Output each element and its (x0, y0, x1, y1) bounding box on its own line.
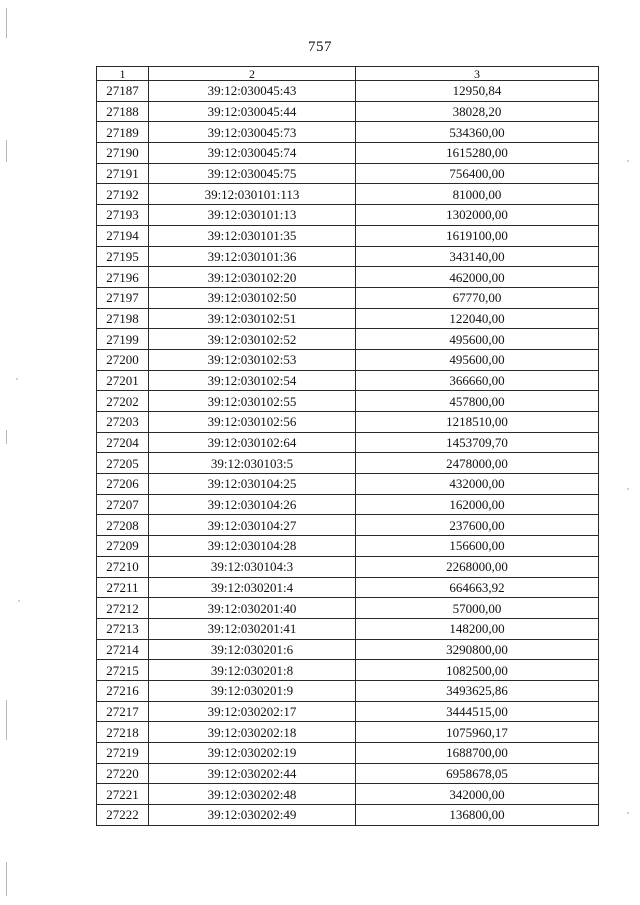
table-row (97, 143, 599, 164)
column-header-2: 2 (149, 67, 356, 81)
row-number-cell: 27197 (97, 287, 149, 308)
row-number-cell: 27203 (97, 412, 149, 433)
cadastral-number-cell: 39:12:030045:73 (149, 122, 356, 143)
value-cell: 1218510,00 (356, 412, 599, 433)
cadastral-number-cell: 39:12:030104:28 (149, 536, 356, 557)
table-row (97, 743, 599, 764)
table-row (97, 639, 599, 660)
value-cell: 1302000,00 (356, 205, 599, 226)
value-cell: 756400,00 (356, 163, 599, 184)
scan-speck (627, 488, 629, 490)
cadastral-number-cell: 39:12:030202:19 (149, 743, 356, 764)
cadastral-number-cell: 39:12:030045:44 (149, 101, 356, 122)
row-number-cell: 27198 (97, 308, 149, 329)
table-row (97, 101, 599, 122)
table-row (97, 784, 599, 805)
cadastral-number-cell: 39:12:030202:49 (149, 805, 356, 826)
cadastral-number-cell: 39:12:030202:18 (149, 722, 356, 743)
value-cell: 156600,00 (356, 536, 599, 557)
value-cell: 366660,00 (356, 370, 599, 391)
cadastral-number-cell: 39:12:030104:3 (149, 556, 356, 577)
row-number-cell: 27220 (97, 763, 149, 784)
table-row (97, 349, 599, 370)
value-cell: 148200,00 (356, 618, 599, 639)
value-cell: 1075960,17 (356, 722, 599, 743)
scan-margin-line (6, 862, 7, 896)
value-cell: 12950,84 (356, 81, 599, 102)
cadastral-number-cell: 39:12:030102:54 (149, 370, 356, 391)
page-number: 757 (308, 39, 332, 55)
row-number-cell: 27207 (97, 494, 149, 515)
row-number-cell: 27193 (97, 205, 149, 226)
table-row (97, 556, 599, 577)
value-cell: 3290800,00 (356, 639, 599, 660)
scan-speck (627, 160, 629, 162)
row-number-cell: 27188 (97, 101, 149, 122)
table-row (97, 391, 599, 412)
cadastral-number-cell: 39:12:030102:64 (149, 432, 356, 453)
row-number-cell: 27210 (97, 556, 149, 577)
table-row (97, 494, 599, 515)
table-row (97, 329, 599, 350)
cadastral-number-cell: 39:12:030101:113 (149, 184, 356, 205)
scan-margin-line (6, 8, 7, 38)
scan-margin-line (6, 140, 7, 162)
row-number-cell: 27215 (97, 660, 149, 681)
value-cell: 495600,00 (356, 329, 599, 350)
cadastral-number-cell: 39:12:030045:43 (149, 81, 356, 102)
value-cell: 122040,00 (356, 308, 599, 329)
cadastral-number-cell: 39:12:030045:75 (149, 163, 356, 184)
data-table (96, 66, 599, 826)
row-number-cell: 27214 (97, 639, 149, 660)
row-number-cell: 27196 (97, 267, 149, 288)
value-cell: 162000,00 (356, 494, 599, 515)
value-cell: 342000,00 (356, 784, 599, 805)
table-row (97, 805, 599, 826)
table-row (97, 660, 599, 681)
row-number-cell: 27191 (97, 163, 149, 184)
cadastral-number-cell: 39:12:030101:36 (149, 246, 356, 267)
table-row (97, 267, 599, 288)
table-row (97, 81, 599, 102)
value-cell: 57000,00 (356, 598, 599, 619)
row-number-cell: 27216 (97, 680, 149, 701)
row-number-cell: 27201 (97, 370, 149, 391)
value-cell: 343140,00 (356, 246, 599, 267)
column-header-3: 3 (356, 67, 599, 81)
cadastral-number-cell: 39:12:030202:48 (149, 784, 356, 805)
table-row (97, 184, 599, 205)
row-number-cell: 27213 (97, 618, 149, 639)
cadastral-number-cell: 39:12:030101:35 (149, 225, 356, 246)
cadastral-number-cell: 39:12:030045:74 (149, 143, 356, 164)
cadastral-number-cell: 39:12:030102:55 (149, 391, 356, 412)
table-body (97, 81, 599, 826)
value-cell: 38028,20 (356, 101, 599, 122)
table-row (97, 536, 599, 557)
row-number-cell: 27212 (97, 598, 149, 619)
cadastral-number-cell: 39:12:030104:26 (149, 494, 356, 515)
value-cell: 462000,00 (356, 267, 599, 288)
scan-margin-line (6, 700, 7, 740)
table-row (97, 370, 599, 391)
cadastral-number-cell: 39:12:030101:13 (149, 205, 356, 226)
table-row (97, 453, 599, 474)
table-row (97, 701, 599, 722)
table-row (97, 577, 599, 598)
table-row (97, 308, 599, 329)
value-cell: 1688700,00 (356, 743, 599, 764)
row-number-cell: 27218 (97, 722, 149, 743)
cadastral-number-cell: 39:12:030102:52 (149, 329, 356, 350)
table-row (97, 763, 599, 784)
value-cell: 457800,00 (356, 391, 599, 412)
table-row (97, 432, 599, 453)
row-number-cell: 27195 (97, 246, 149, 267)
value-cell: 136800,00 (356, 805, 599, 826)
value-cell: 2268000,00 (356, 556, 599, 577)
row-number-cell: 27204 (97, 432, 149, 453)
cadastral-number-cell: 39:12:030201:4 (149, 577, 356, 598)
cadastral-number-cell: 39:12:030201:40 (149, 598, 356, 619)
value-cell: 432000,00 (356, 474, 599, 495)
cadastral-number-cell: 39:12:030104:25 (149, 474, 356, 495)
row-number-cell: 27219 (97, 743, 149, 764)
row-number-cell: 27205 (97, 453, 149, 474)
scan-margin-line (6, 430, 7, 444)
row-number-cell: 27206 (97, 474, 149, 495)
value-cell: 1619100,00 (356, 225, 599, 246)
scan-speck (16, 378, 18, 380)
table-row (97, 680, 599, 701)
row-number-cell: 27202 (97, 391, 149, 412)
table-row (97, 246, 599, 267)
cadastral-number-cell: 39:12:030201:9 (149, 680, 356, 701)
row-number-cell: 27192 (97, 184, 149, 205)
table-header-row (97, 67, 599, 81)
value-cell: 664663,92 (356, 577, 599, 598)
row-number-cell: 27199 (97, 329, 149, 350)
cadastral-number-cell: 39:12:030102:53 (149, 349, 356, 370)
value-cell: 3444515,00 (356, 701, 599, 722)
value-cell: 2478000,00 (356, 453, 599, 474)
row-number-cell: 27221 (97, 784, 149, 805)
scan-speck (627, 812, 629, 814)
row-number-cell: 27222 (97, 805, 149, 826)
value-cell: 81000,00 (356, 184, 599, 205)
table-row (97, 598, 599, 619)
row-number-cell: 27217 (97, 701, 149, 722)
row-number-cell: 27200 (97, 349, 149, 370)
table-row (97, 205, 599, 226)
value-cell: 3493625,86 (356, 680, 599, 701)
cadastral-number-cell: 39:12:030201:6 (149, 639, 356, 660)
table-row (97, 122, 599, 143)
value-cell: 6958678,05 (356, 763, 599, 784)
cadastral-number-cell: 39:12:030104:27 (149, 515, 356, 536)
table-row (97, 618, 599, 639)
table-row (97, 722, 599, 743)
value-cell: 1615280,00 (356, 143, 599, 164)
row-number-cell: 27211 (97, 577, 149, 598)
cadastral-number-cell: 39:12:030102:20 (149, 267, 356, 288)
cadastral-number-cell: 39:12:030202:17 (149, 701, 356, 722)
table-row (97, 474, 599, 495)
row-number-cell: 27194 (97, 225, 149, 246)
cadastral-number-cell: 39:12:030102:51 (149, 308, 356, 329)
row-number-cell: 27190 (97, 143, 149, 164)
cadastral-number-cell: 39:12:030102:50 (149, 287, 356, 308)
value-cell: 1453709,70 (356, 432, 599, 453)
cadastral-number-cell: 39:12:030102:56 (149, 412, 356, 433)
row-number-cell: 27209 (97, 536, 149, 557)
table-row (97, 287, 599, 308)
scan-speck (18, 600, 20, 602)
value-cell: 534360,00 (356, 122, 599, 143)
row-number-cell: 27187 (97, 81, 149, 102)
row-number-cell: 27189 (97, 122, 149, 143)
cadastral-number-cell: 39:12:030201:41 (149, 618, 356, 639)
value-cell: 237600,00 (356, 515, 599, 536)
cadastral-number-cell: 39:12:030202:44 (149, 763, 356, 784)
table-row (97, 515, 599, 536)
table-row (97, 412, 599, 433)
value-cell: 495600,00 (356, 349, 599, 370)
table-row (97, 163, 599, 184)
value-cell: 67770,00 (356, 287, 599, 308)
table-row (97, 225, 599, 246)
cadastral-number-cell: 39:12:030103:5 (149, 453, 356, 474)
cadastral-number-cell: 39:12:030201:8 (149, 660, 356, 681)
row-number-cell: 27208 (97, 515, 149, 536)
value-cell: 1082500,00 (356, 660, 599, 681)
column-header-1: 1 (97, 67, 149, 81)
